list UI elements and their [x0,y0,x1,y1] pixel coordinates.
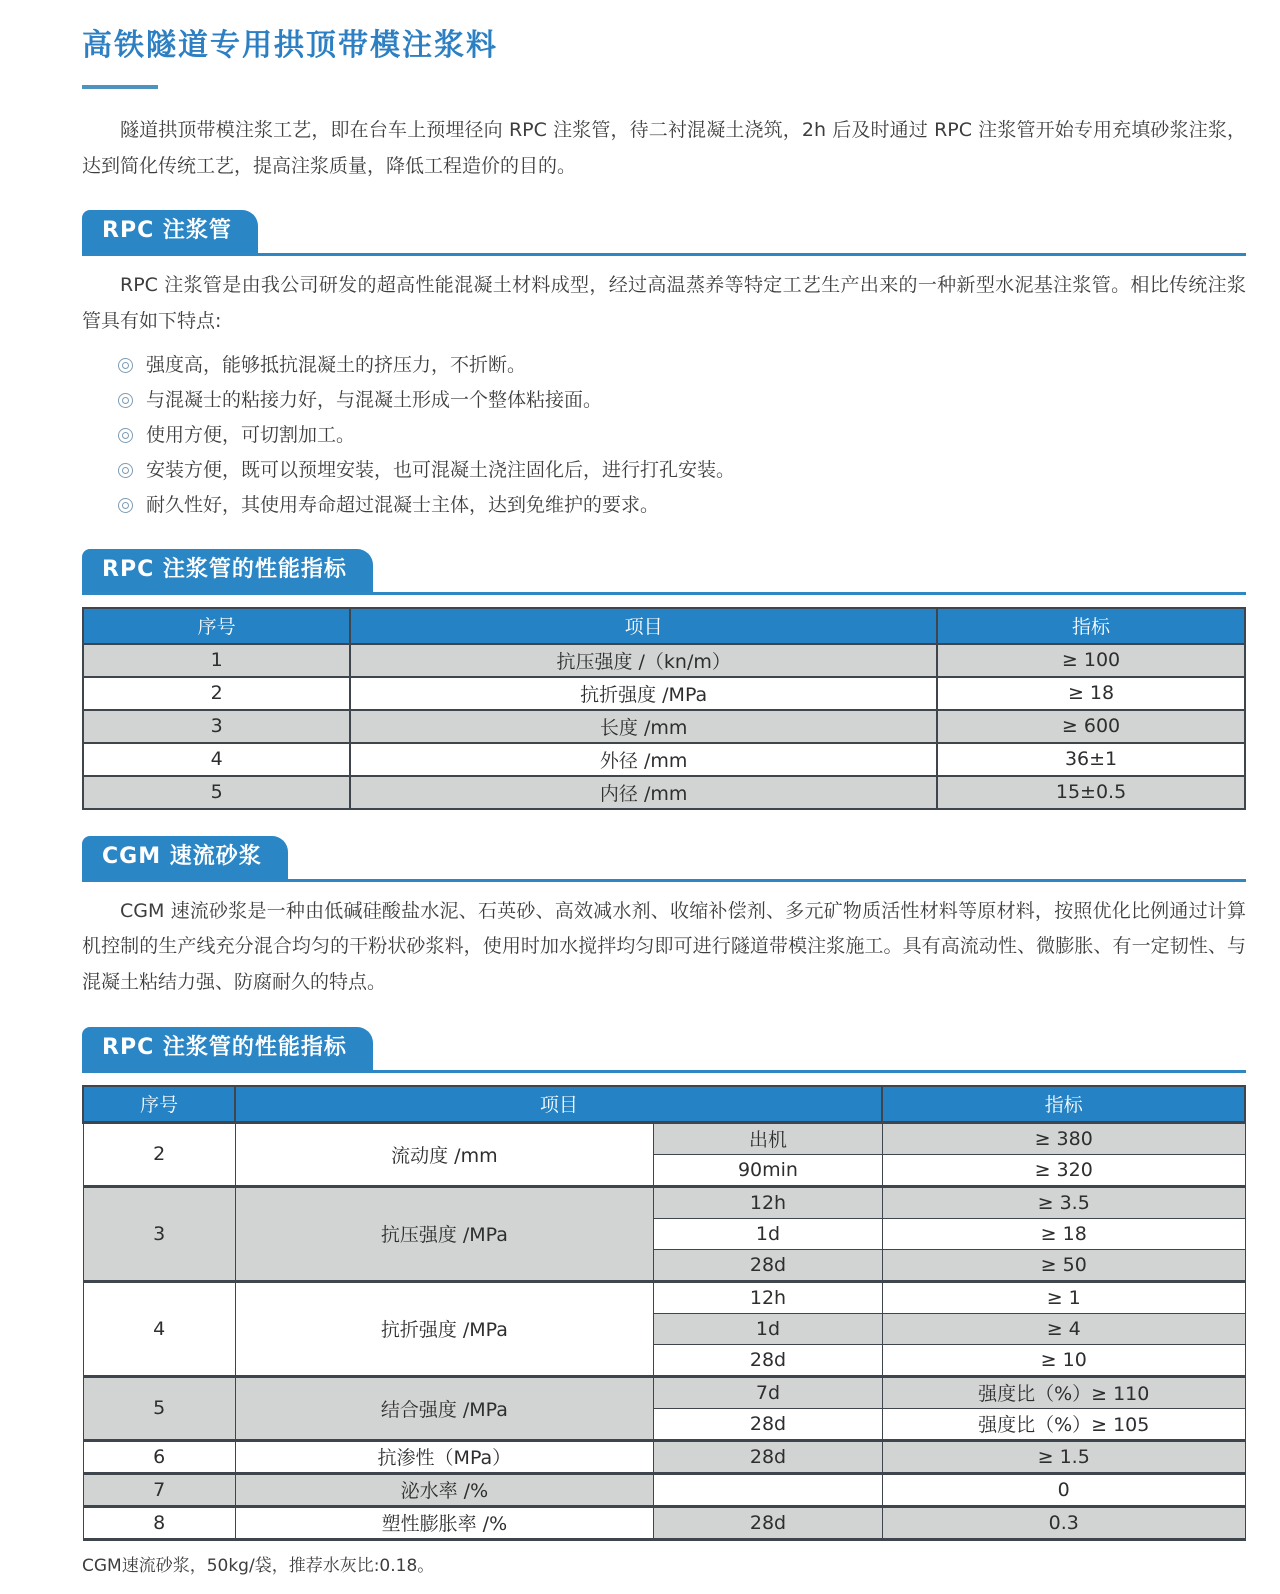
double-circle-bullet-icon-inner [122,502,129,509]
table-header-row [83,608,1245,644]
footnote: CGM速流砂浆，50kg/袋，推荐水灰比:0.18。 [82,1555,435,1576]
list-item [118,383,1246,418]
bullet-text: 强度高，能够抵抗混凝土的挤压力，不折断。 [146,353,527,376]
double-circle-bullet-icon-inner [122,397,129,404]
cgm-paragraph: CGM 速流砂浆是一种由低碱硅酸盐水泥、石英砂、高效减水剂、收缩补偿剂、多元矿物质活性材料等原材料，按照优化比例通过计算机控制的生产线充分混合均匀的干粉状砂浆料，使用时加水搅拌均匀即可进行隧道带模注浆施工。具有高流动性、微膨胀、有一定韧性、与混凝土粘结力强、防腐耐久的特点。 [82,899,1246,994]
double-circle-bullet-icon [118,463,133,478]
cell-item: 抗压强度 /MPa [235,1186,653,1281]
table-row [83,644,1245,677]
table-row [83,710,1245,743]
cell-value: 0 [882,1473,1245,1506]
cell-value: 强度比（%）≥ 110 [882,1376,1245,1408]
section-header-cgm [82,836,1246,882]
section-header-rpc-pipe [82,210,1246,256]
cell-condition: 28d [654,1408,883,1440]
cell-no: 4 [83,1281,235,1376]
table-row [83,1506,1245,1539]
bullet-text: 与混凝士的粘接力好，与混凝土形成一个整体粘接面。 [146,388,603,411]
cell-item: 抗折强度 /MPa [235,1281,653,1376]
table-header-row [83,1086,1245,1123]
cell-value: 0.3 [882,1506,1245,1539]
bullet-text: 使用方便，可切割加工。 [146,423,356,446]
cell-item: 结合强度 /MPa [235,1376,653,1440]
table-row [83,677,1245,710]
double-circle-bullet-icon-inner [122,362,129,369]
list-item [118,348,1246,383]
table-row [83,743,1245,776]
cell-no: 7 [83,1473,235,1506]
cell-item: 抗渗性（MPa） [235,1440,653,1473]
bullet-text: 安装方便，既可以预埋安装，也可混凝土浇注固化后，进行打孔安装。 [146,458,736,481]
rpc-pipe-feature-list [82,348,1246,523]
cell-no: 2 [83,677,350,710]
rpc-pipe-performance-table [82,607,1246,810]
cell-value: ≥ 1.5 [882,1440,1245,1473]
cell-condition: 90min [654,1154,883,1186]
cell-no: 8 [83,1506,235,1539]
cell-item: 抗折强度 /MPa [350,677,937,710]
cell-no: 1 [83,644,350,677]
cell-item: 长度 /mm [350,710,937,743]
cell-condition: 1d [654,1218,883,1249]
column-header-value: 指标 [937,608,1245,644]
column-header-no: 序号 [83,1086,235,1123]
cell-value: 15±0.5 [937,776,1245,809]
table-row [83,1281,1245,1313]
rpc-pipe-paragraph: RPC 注浆管是由我公司研发的超高性能混凝土材料成型，经过高温蒸养等特定工艺生产出来的一种新型水泥基注浆管。相比传统注浆管具有如下特点: [82,274,1246,333]
table-row [83,776,1245,809]
cell-no: 6 [83,1440,235,1473]
cell-condition: 28d [654,1249,883,1281]
cell-value: ≥ 4 [882,1313,1245,1344]
cell-value: ≥ 1 [882,1281,1245,1313]
cell-item: 内径 /mm [350,776,937,809]
cell-item: 抗压强度 /（kn/m） [350,644,937,677]
cell-condition: 12h [654,1281,883,1313]
cell-condition: 12h [654,1186,883,1218]
cell-value: ≥ 3.5 [882,1186,1245,1218]
section-header-cgm-table [82,1027,1246,1073]
double-circle-bullet-icon [118,498,133,513]
section-header-rpc-table [82,549,1246,595]
cell-condition: 28d [654,1344,883,1376]
cell-value: ≥ 18 [937,677,1245,710]
table-row [83,1186,1245,1218]
cell-condition: 28d [654,1440,883,1473]
page-title: 高铁隧道专用拱顶带模注浆料 [82,28,498,63]
section-tab-label: RPC 注浆管的性能指标 [82,549,373,592]
table-row [83,1440,1245,1473]
section-tab-label: RPC 注浆管的性能指标 [82,1027,373,1070]
table-row [83,1376,1245,1408]
cell-no: 4 [83,743,350,776]
cell-value: 强度比（%）≥ 105 [882,1408,1245,1440]
cell-condition: 出机 [654,1122,883,1154]
cgm-mortar-performance-table [82,1085,1246,1541]
double-circle-bullet-icon-inner [122,432,129,439]
cell-value: ≥ 320 [882,1154,1245,1186]
list-item [118,418,1246,453]
cell-condition: 28d [654,1506,883,1539]
section-tab-label: RPC 注浆管 [82,210,258,253]
table-row [83,1473,1245,1506]
column-header-no: 序号 [83,608,350,644]
table-row [83,1122,1245,1154]
column-header-item: 项目 [350,608,937,644]
section-tab-label: CGM 速流砂浆 [82,836,288,879]
cell-item: 外径 /mm [350,743,937,776]
title-underline [82,85,158,89]
cell-value: ≥ 380 [882,1122,1245,1154]
cell-no: 2 [83,1122,235,1186]
bullet-text: 耐久性好，其使用寿命超过混凝士主体，达到免维护的要求。 [146,493,660,516]
cell-value: ≥ 18 [882,1218,1245,1249]
list-item [118,453,1246,488]
cell-condition: 1d [654,1313,883,1344]
cell-condition [654,1473,883,1506]
cell-value: 36±1 [937,743,1245,776]
cell-value: ≥ 100 [937,644,1245,677]
double-circle-bullet-icon [118,358,133,373]
cell-no: 3 [83,1186,235,1281]
cell-value: ≥ 10 [882,1344,1245,1376]
column-header-value: 指标 [882,1086,1245,1123]
list-item [118,488,1246,523]
column-header-item: 项目 [235,1086,882,1123]
cell-no: 3 [83,710,350,743]
double-circle-bullet-icon [118,393,133,408]
cell-value: ≥ 600 [937,710,1245,743]
cell-no: 5 [83,1376,235,1440]
intro-paragraph: 隧道拱顶带模注浆工艺，即在台车上预埋径向 RPC 注浆管，待二衬混凝土浇筑，2h 后及时通过 RPC 注浆管开始专用充填砂浆注浆，达到简化传统工艺，提高注浆质量，降低工程造价的目的。 [82,119,1246,177]
cell-no: 5 [83,776,350,809]
cell-condition: 7d [654,1376,883,1408]
cell-value: ≥ 50 [882,1249,1245,1281]
cell-item: 塑性膨胀率 /% [235,1506,653,1539]
cell-item: 泌水率 /% [235,1473,653,1506]
double-circle-bullet-icon-inner [122,467,129,474]
cell-item: 流动度 /mm [235,1122,653,1186]
double-circle-bullet-icon [118,428,133,443]
